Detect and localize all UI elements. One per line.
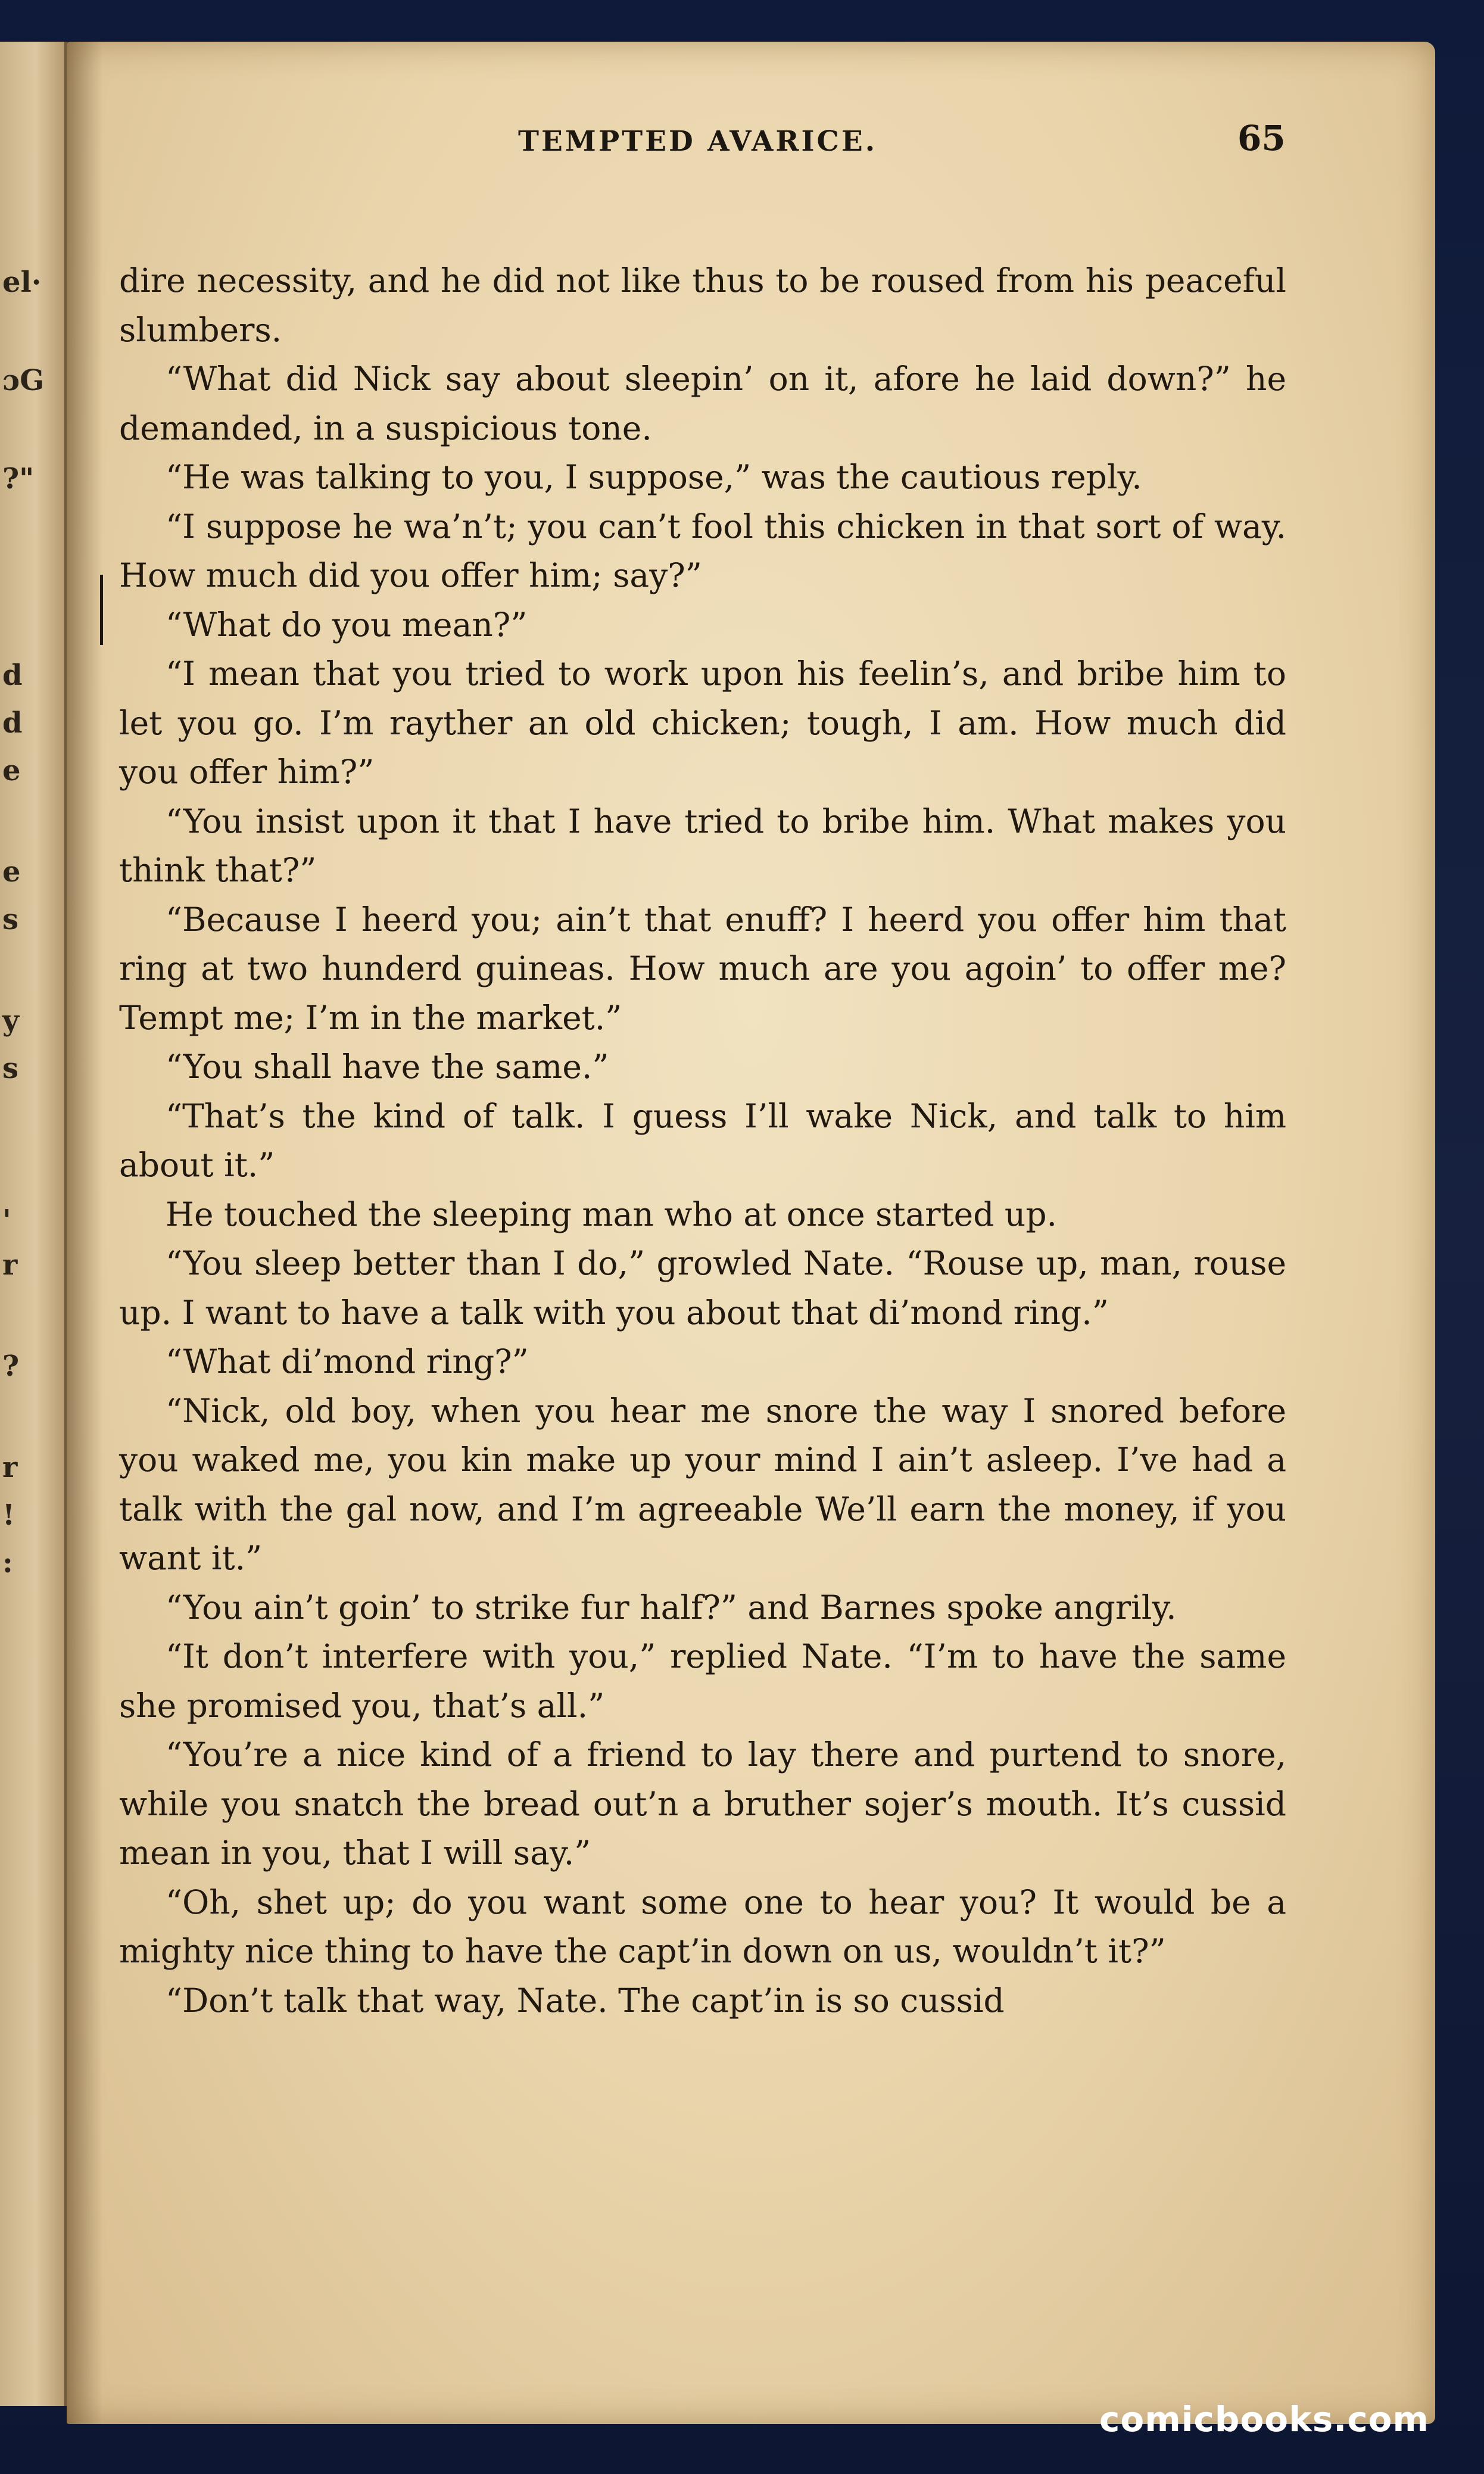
margin-mark bbox=[100, 575, 103, 645]
paragraph: “Oh, shet up; do you want some one to hear you? It would be a mighty nice thing to have the capt’in down on us, wouldn’t it?” bbox=[119, 1883, 1286, 1970]
paragraph: “You sleep better than I do,” growled Nate. “Rouse up, man, rouse up. I want to have a talk with you about that di’mond ring.” bbox=[119, 1244, 1286, 1332]
facing-page-fragment: s bbox=[2, 1052, 19, 1085]
paragraph: “Because I heerd you; ain’t that enuff? I heerd you offer him that ring at two hunderd guineas. How much are you agoin’ to offer me? Tempt me; I’m in the market.” bbox=[119, 900, 1286, 1037]
facing-page-fragment: : bbox=[2, 1546, 13, 1579]
page-number: 65 bbox=[1237, 118, 1286, 158]
paragraph: “It don’t interfere with you,” replied Nate. “I’m to have the same she promised you, that’s all.” bbox=[119, 1637, 1286, 1725]
facing-page-fragment: ?" bbox=[2, 462, 35, 496]
paragraph: “Nick, old boy, when you hear me snore the way I snored before you waked me, you kin make up your mind I ain’t asleep. I’ve had a talk with the gal now, and I’m agreeable We’ll earn the money, if you want it.” bbox=[119, 1391, 1286, 1577]
facing-page-fragment: e bbox=[2, 855, 21, 889]
paragraph: “You ain’t goin’ to strike fur half?” and Barnes spoke angrily. bbox=[166, 1588, 1177, 1627]
facing-page-fragment: s bbox=[2, 903, 19, 936]
paragraph: “You insist upon it that I have tried to bribe him. What makes you think that?” bbox=[119, 802, 1286, 889]
facing-page-fragment: y bbox=[2, 1004, 19, 1037]
facing-page-fragment: r bbox=[2, 1248, 18, 1282]
page-body bbox=[119, 256, 1286, 2025]
facing-page-fragment: el· bbox=[2, 266, 42, 299]
paragraph: “Don’t talk that way, Nate. The capt’in is so cussid bbox=[166, 1981, 1005, 2020]
paragraph: “What do you mean?” bbox=[166, 605, 528, 644]
site-watermark: comicbooks.com bbox=[1099, 2399, 1429, 2439]
facing-page-fragment: r bbox=[2, 1451, 18, 1484]
paragraph: He touched the sleeping man who at once started up. bbox=[166, 1195, 1058, 1233]
gutter-shadow bbox=[67, 42, 102, 2424]
facing-page-fragment: ! bbox=[2, 1498, 15, 1532]
facing-page-fragment: ' bbox=[2, 1204, 11, 1237]
paragraph: “You’re a nice kind of a friend to lay there and purtend to snore, while you snatch the bread out’n a bruther sojer’s mouth. It’s cussid mean in you, that I will say.” bbox=[119, 1735, 1286, 1872]
facing-page-fragment: d bbox=[2, 706, 23, 740]
paragraph: “I suppose he wa’n’t; you can’t fool this chicken in that sort of way. How much did you offer him; say?” bbox=[119, 507, 1286, 594]
facing-page-fragment: ? bbox=[2, 1350, 20, 1383]
paragraph: “I mean that you tried to work upon his feelin’s, and bribe him to let you go. I’m rayther an old chicken; tough, I am. How much did you offer him?” bbox=[119, 655, 1286, 791]
paragraph: “You shall have the same.” bbox=[166, 1048, 609, 1086]
paragraph: “That’s the kind of talk. I guess I’ll wake Nick, and talk to him about it.” bbox=[119, 1096, 1286, 1184]
paragraph: “What did Nick say about sleepin’ on it, afore he laid down?” he demanded, in a suspicious tone. bbox=[119, 360, 1286, 447]
facing-page-edge bbox=[0, 42, 68, 2406]
facing-page-fragment: d bbox=[2, 659, 23, 692]
facing-page-fragment: e bbox=[2, 754, 21, 787]
paragraph: dire necessity, and he did not like thus to be roused from his peaceful slumbers. bbox=[119, 261, 1286, 349]
paragraph: “He was talking to you, I suppose,” was the cautious reply. bbox=[166, 458, 1142, 496]
running-head: TEMPTED AVARICE. bbox=[518, 125, 878, 158]
facing-page-fragment: ɔG bbox=[2, 364, 45, 397]
paragraph: “What di’mond ring?” bbox=[166, 1342, 529, 1381]
